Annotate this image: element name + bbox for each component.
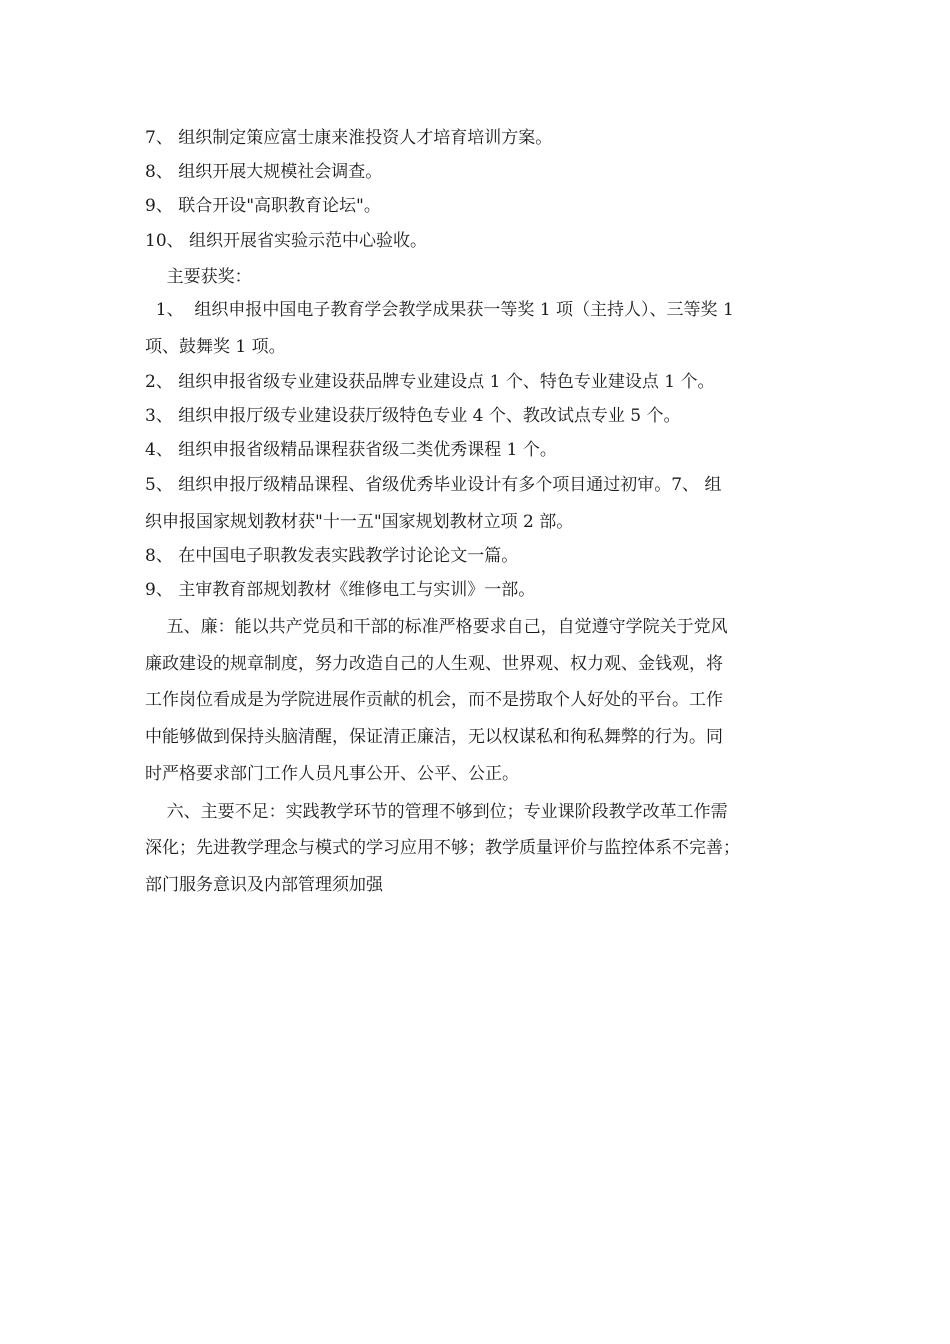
- paragraph-line: 部门服务意识及内部管理须加强: [145, 875, 383, 895]
- text-line: 5、 组织申报厅级精品课程、省级优秀毕业设计有多个项目通过初审。7、 组: [145, 475, 722, 495]
- paragraph-line: 深化；先进教学理念与模式的学习应用不够；教学质量评价与监控体系不完善；: [145, 838, 740, 858]
- text-line: 7、 组织制定策应富士康来淮投资人才培育培训方案。: [145, 128, 553, 148]
- text-line: 项、鼓舞奖 1 项。: [145, 337, 286, 357]
- text-line: 10、 组织开展省实验示范中心验收。: [145, 231, 428, 251]
- text-line: 8、 组织开展大规模社会调查。: [145, 162, 383, 182]
- paragraph-line: 五、廉：能以共产党员和干部的标准严格要求自己，自觉遵守学院关于党风: [145, 617, 728, 637]
- paragraph-line: 工作岗位看成是为学院进展作贡献的机会，而不是捞取个人好处的平台。工作: [145, 690, 723, 710]
- text-line: 9、 联合开设"高职教育论坛"。: [145, 196, 381, 216]
- paragraph-line: 六、主要不足：实践教学环节的管理不够到位；专业课阶段教学改革工作需: [145, 802, 728, 822]
- text-line: 4、 组织申报省级精品课程获省级二类优秀课程 1 个。: [145, 440, 557, 460]
- text-line: 2、 组织申报省级专业建设获品牌专业建设点 1 个、特色专业建设点 1 个。: [145, 372, 715, 392]
- paragraph-line: 中能够做到保持头脑清醒，保证清正廉洁，无以权谋私和徇私舞弊的行为。同: [145, 727, 723, 747]
- text-line: 织申报国家规划教材获"十一五"国家规划教材立项 2 部。: [145, 512, 574, 532]
- text-line: 1、 组织申报中国电子教育学会教学成果获一等奖 1 项（主持人）、三等奖 1: [145, 300, 734, 320]
- text-line: 9、 主审教育部规划教材《维修电工与实训》一部。: [145, 580, 536, 600]
- text-line: 3、 组织申报厅级专业建设获厅级特色专业 4 个、教改试点专业 5 个。: [145, 406, 681, 426]
- section-heading: 主要获奖：: [145, 267, 252, 287]
- paragraph-line: 时严格要求部门工作人员凡事公开、公平、公正。: [145, 764, 519, 784]
- text-line: 8、 在中国电子职教发表实践教学讨论论文一篇。: [145, 546, 519, 566]
- paragraph-line: 廉政建设的规章制度，努力改造自己的人生观、世界观、权力观、金钱观，将: [145, 654, 723, 674]
